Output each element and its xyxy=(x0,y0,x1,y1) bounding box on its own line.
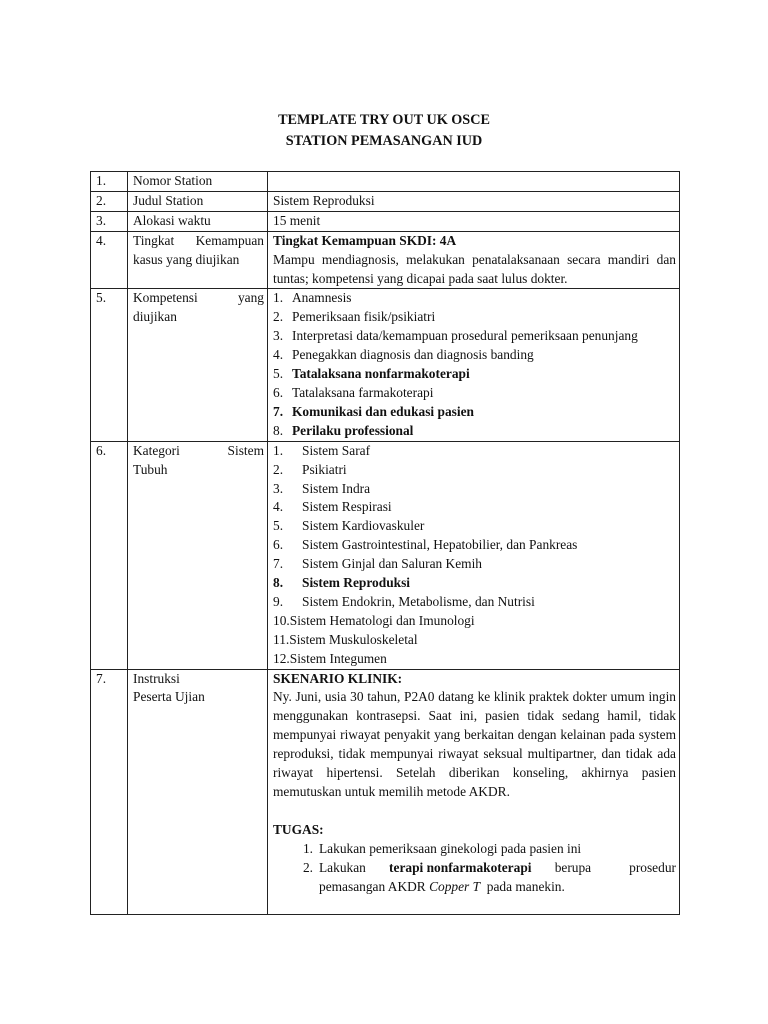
row-value xyxy=(268,289,680,441)
row-value xyxy=(268,172,680,192)
label-part: Kemampuan xyxy=(195,232,264,248)
row-label: Nomor Station xyxy=(128,172,268,192)
list-item: 3. Sistem Indra xyxy=(273,480,371,496)
document-title: TEMPLATE TRY OUT UK OSCE xyxy=(278,112,490,128)
skdi-description: Mampu mendiagnosis, melakukan penatalaksanaan secara mandiri dan tuntas; kompetensi yang dicapai pada saat lulus dokter. xyxy=(273,251,676,286)
label-part: Tubuh xyxy=(133,461,168,477)
row-number: 5. xyxy=(91,289,128,441)
row-label: Judul Station xyxy=(128,191,268,211)
scenario-text: Ny. Juni, usia 30 tahun, P2A0 datang ke klinik praktek dokter umum ingin menggunakan kontrasepsi. Saat ini, pasien tidak sedang hamil, tidak mempunyai riwayat penyakit yang berkaitan dengan kelainan pada system reproduksi, tidak mempunyai riwayat seksual multipartner, dan tidak ada riwayat hipertensi. Setelah diberikan konseling, akhirnya pasien memutuskan untuk memilih metode AKDR. xyxy=(273,689,676,799)
list-item: 3. Interpretasi data/kemampuan prosedural pemeriksaan penunjang xyxy=(273,328,638,344)
row-label xyxy=(128,231,268,289)
row-number: 4. xyxy=(91,231,128,289)
row-number: 1. xyxy=(91,172,128,192)
list-item: 4. Sistem Respirasi xyxy=(273,499,392,515)
row-value: Sistem Reproduksi xyxy=(268,191,680,211)
list-item: 8. Sistem Reproduksi xyxy=(273,575,411,591)
row-value: 15 menit xyxy=(268,211,680,231)
list-item: 8. Perilaku professional xyxy=(273,422,414,438)
list-item: 11. Sistem Muskuloskeletal xyxy=(273,631,418,647)
label-part: kasus yang diujikan xyxy=(133,251,240,267)
list-item: 12. Sistem Integumen xyxy=(273,650,387,666)
list-item: 1. Lakukan pemeriksaan ginekologi pada pasien ini xyxy=(302,840,582,856)
row-value xyxy=(268,669,680,914)
list-item: 6. Tatalaksana farmakoterapi xyxy=(273,384,434,400)
list-item: 1. Anamnesis xyxy=(273,290,352,306)
row-label xyxy=(128,441,268,669)
label-part: diujikan xyxy=(133,309,177,325)
row-number: 2. xyxy=(91,191,128,211)
row-label xyxy=(128,289,268,441)
list-item: 6. Sistem Gastrointestinal, Hepatobilier, dan Pankreas xyxy=(273,537,578,553)
list-item: 2. Pemeriksaan fisik/psikiatri xyxy=(273,309,436,325)
task2-tail: berupa prosedur xyxy=(554,859,676,875)
label-part: Peserta Ujian xyxy=(133,689,205,705)
document-subtitle: STATION PEMASANGAN IUD xyxy=(285,133,483,149)
row-value xyxy=(268,441,680,669)
skdi-heading: Tingkat Kemampuan SKDI: 4A xyxy=(273,232,457,248)
scenario-heading: SKENARIO KLINIK: xyxy=(273,670,403,686)
station-table xyxy=(90,171,680,915)
row-number: 7. xyxy=(91,669,128,914)
table-row xyxy=(91,172,680,192)
list-item: 9. Sistem Endokrin, Metabolisme, dan Nutrisi xyxy=(273,593,535,609)
table-row xyxy=(91,211,680,231)
label-part: Tingkat xyxy=(133,232,175,248)
list-item: 10. Sistem Hematologi dan Imunologi xyxy=(273,612,475,628)
competency-list xyxy=(273,289,676,440)
body-system-list xyxy=(273,442,676,669)
list-item: 5. Sistem Kardiovaskuler xyxy=(273,518,425,534)
list-item: 4. Penegakkan diagnosis dan diagnosis banding xyxy=(273,347,534,363)
label-part: Kompetensi xyxy=(133,290,198,306)
label-part: yang xyxy=(237,290,264,306)
label-part: Instruksi xyxy=(133,670,180,686)
task-heading: TUGAS: xyxy=(273,821,324,837)
list-item: 2. Lakukan terapi nonfarmakoterapi berupa prosedur pemasangan AKDR Copper T pada manekin. xyxy=(302,859,676,894)
table-row xyxy=(91,289,680,441)
row-number: 6. xyxy=(91,441,128,669)
row-number: 3. xyxy=(91,211,128,231)
list-item: 2. Psikiatri xyxy=(273,461,347,477)
label-part: Kategori xyxy=(133,442,180,458)
table-row xyxy=(91,669,680,914)
table-row xyxy=(91,191,680,211)
list-item: 7. Sistem Ginjal dan Saluran Kemih xyxy=(273,556,483,572)
task-list xyxy=(273,840,676,897)
label-part: Sistem xyxy=(227,442,264,458)
table-row xyxy=(91,441,680,669)
list-item: 5. Tatalaksana nonfarmakoterapi xyxy=(273,366,470,382)
table-row xyxy=(91,231,680,289)
list-item: 1. Sistem Saraf xyxy=(273,442,371,458)
row-value xyxy=(268,231,680,289)
row-label xyxy=(128,669,268,914)
row-label: Alokasi waktu xyxy=(128,211,268,231)
list-item: 7. Komunikasi dan edukasi pasien xyxy=(273,403,474,419)
